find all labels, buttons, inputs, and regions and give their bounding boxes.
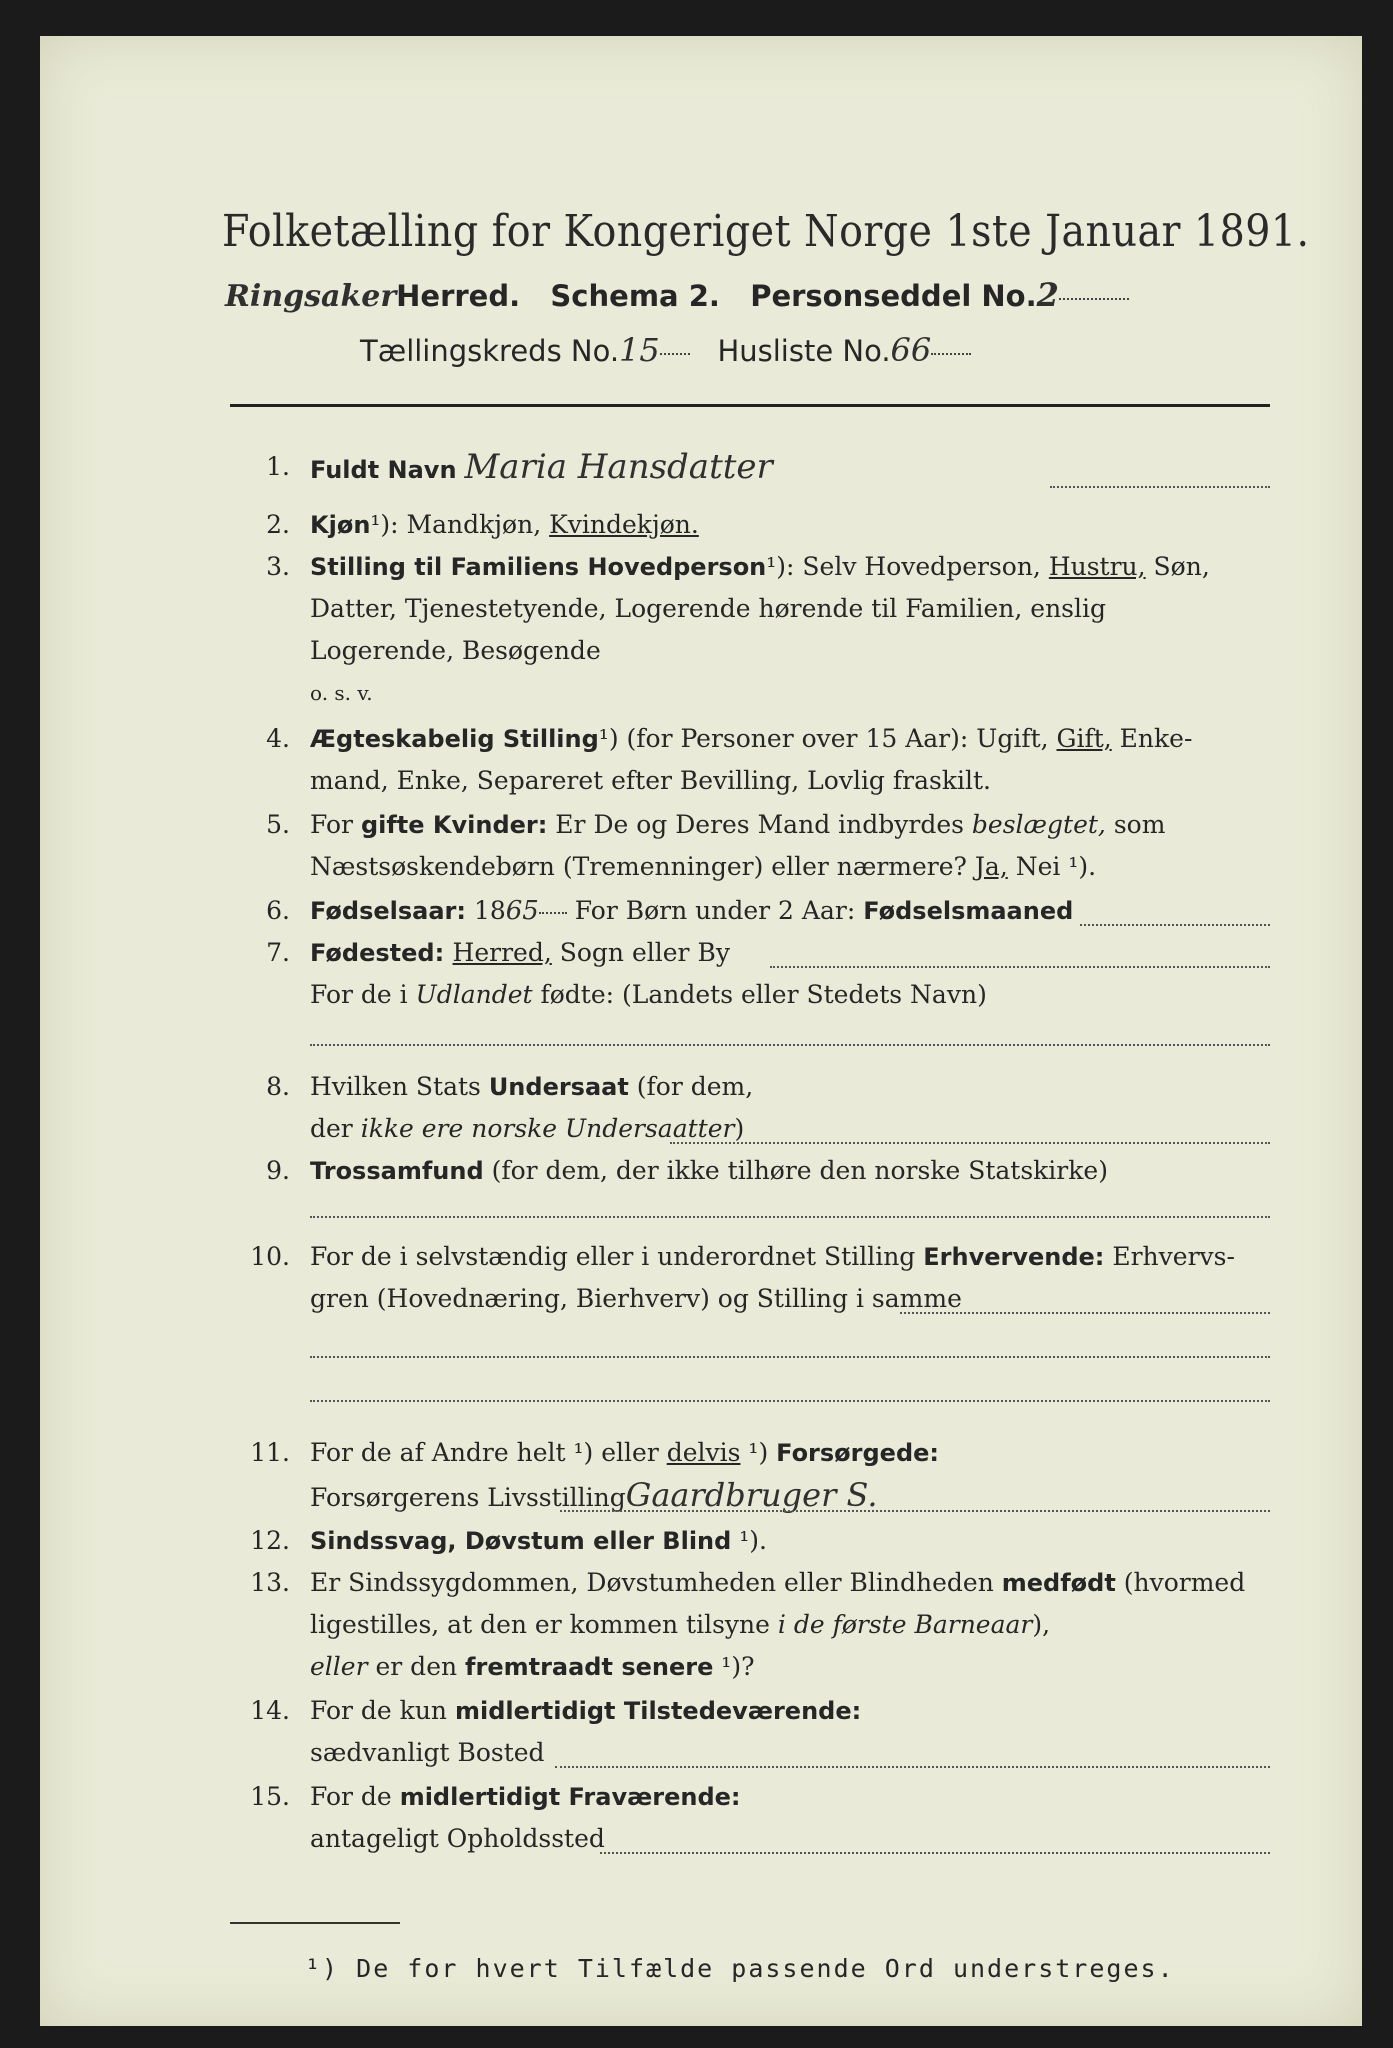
header-rule [230, 404, 1270, 407]
taellingskreds-handwritten: 15 [619, 331, 660, 369]
taellingskreds-label: Tællingskreds No. [360, 334, 620, 368]
footnote-rule [230, 1922, 400, 1924]
personseddel-handwritten: 2 [1036, 276, 1059, 314]
form-title: Folketælling for Kongeriget Norge 1ste Januar 1891. [222, 206, 1310, 257]
provider-occupation-handwritten: Gaardbruger S. [625, 1476, 878, 1514]
census-form-sheet: Folketælling for Kongeriget Norge 1ste Januar 1891. RingsakerHerred. Schema 2. Personseddel No.2 Tællingskreds No.15 Husliste No.66 1. Fuldt Navn Maria Hansdatter 2. Kjøn¹): Mandkjøn, Kvindekjøn. 3. Stilling til Familiens Hovedperson¹): Selv Hovedperson, Hustru, Søn, Datter, Tjenestetyende, Logerende hørende til Familien, enslig Logerende, Besøgende o. s. v. 4. Ægteskabelig Stilling¹) (for Personer over 15 Aar): Ugift, Gift, Enke- mand, Enke, Separeret efter Bevilling, Lovlig fraskilt. 5. For gifte Kvinder: Er De og Deres Mand indbyrdes beslægtet, som Næstsøskendebørn (Tremenninger) eller nærmere? Ja, Nei ¹). 6. Fødselsaar: 1865 For Børn under 2 Aar: Fødselsmaaned 7. Fødested: Herred, Sogn eller By For de i Udlandet fødte: (Landets eller Stedets Navn) 8. Hvilken Stats Undersaat (for dem, der ikke ere norske Undersaatter) 9. Trossamfund (for dem, der ikke tilhøre den norske Statskirke) 10. For de i selvstændig eller i underordnet Stilling Erhvervende: Erhvervs- gren (Hovednæring, Bierhverv) og Stilling i samme 11. For de af Andre helt ¹) eller delvis ¹) Forsørgede: Forsørgerens LivsstillingGaardbruger S. 12. Sindssvag, Døvstum eller Blind ¹). 13. Er Sindssygdommen, Døvstumheden eller Blindheden medfødt (hvormed ligestilles, at den er kommen tilsyne i de første Barneaar), eller er den fremtraadt senere ¹)? 14. For de kun midlertidigt Tilstedeværende: sædvanligt Bosted 15. For de midlertidigt Fraværende: antageligt Opholdssted ¹) De for hvert Tilfælde passende Ord understreges. [40, 36, 1362, 2026]
birth-year-handwritten: 65 [505, 896, 539, 926]
header-line-1 [225, 276, 1129, 314]
herred-label: Herred. [396, 279, 521, 313]
name-handwritten: Maria Hansdatter [464, 447, 773, 487]
herred-handwritten: Ringsaker [225, 279, 397, 314]
husliste-label: Husliste No. [717, 334, 891, 368]
husliste-handwritten: 66 [890, 331, 932, 369]
footnote: ¹) De for hvert Tilfælde passende Ord understreges. [305, 1954, 1175, 1983]
schema-label: Schema 2. [550, 279, 720, 313]
header-line-2 [360, 331, 971, 369]
personseddel-label: Personseddel No. [750, 279, 1037, 313]
